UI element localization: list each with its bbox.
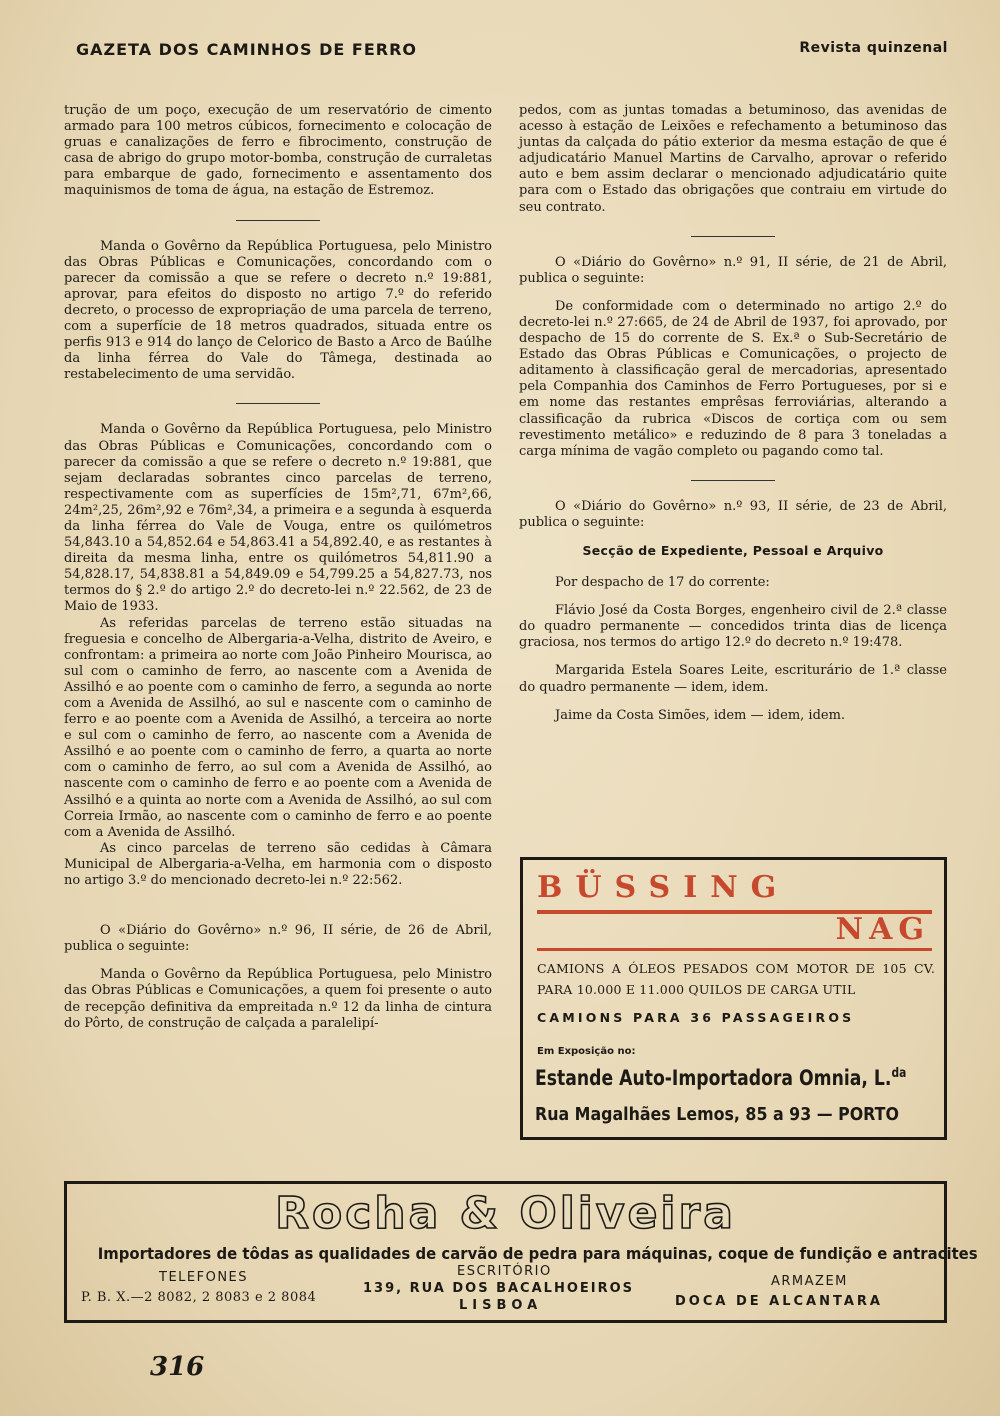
- spacer: [519, 591, 947, 603]
- paragraph: Manda o Govêrno da República Portuguesa, pelo Ministro das Obras Públicas e Comunicações, a quem foi presente o auto de recepção definitiva da empreitada n.º 12 da linha de cintura do Pôrto, de construção de calçada a paralelipí-: [64, 967, 492, 1031]
- paragraph: O «Diário do Govêrno» n.º 96, II série, de 26 de Abril, publica o seguinte:: [64, 923, 492, 955]
- office-city: LISBOA: [459, 1298, 543, 1313]
- paragraph: pedos, com as juntas tomadas a betuminoso, das avenidas de acesso à estação de Leixões e refechamento a betuminoso das juntas da calçada do pátio exterior da mesma estação de que é adjudicatário Manuel Martins de Carvalho, aprovar o referido auto e bem assim declarar o mencionado adjudicatário quite para com o Estado das obrigações que contraiu em virtude do seu contrato.: [519, 103, 947, 215]
- left-column: [64, 103, 492, 1032]
- paragraph: As referidas parcelas de terreno estão situadas na freguesia e concelho de Albergaria-a-Velha, distrito de Aveiro, e confrontam: a primeira ao norte com João Pinheiro Mourisca, ao sul com o caminho de ferro, ao nascente com a Avenida de Assilhó e ao poente com o caminho de ferro, a segunda ao norte com a Avenida de Assilhó, ao sul e nascente com o caminho de ferro e ao poente com a Avenida de Assilhó, a terceira ao norte e sul com o caminho de ferro, ao nascente com a Avenida de Assilhó e ao poente com o caminho de ferro, a quarta ao norte com o caminho de ferro, ao sul com a Avenida de Assilhó, ao nascente com o caminho de ferro e ao poente com a Avenida de Assilhó e a quinta ao norte com a Avenida de Assilhó, ao sul com Correia Irmão, ao nascente com o caminho de ferro e ao poente com a Avenida de Assilhó.: [64, 615, 492, 840]
- warehouse-location: DOCA DE ALCANTARA: [675, 1294, 883, 1309]
- paragraph: Manda o Govêrno da República Portuguesa, pelo Ministro das Obras Públicas e Comunicações, concordando com o parecer da comissão a que se refere o decreto n.º 19:881, que sejam declaradas sobrantes cinco parcelas de terreno, respectivamente com as superfícies de 15m²,71, 67m²,66, 24m²,25, 26m²,92 e 76m²,34, a primeira e a segunda à esquerda da linha férrea do Vale de Vouga, entre os quilómetros 54,843.10 a 54,852.64 e 54,863.41 a 54,892.40, e as restantes à direita da mesma linha, entre os quilómetros 54,811.90 a 54,828.17, 54,838.81 a 54,849.09 e 54,799.25 a 54,827.73, nos termos do § 2.º do artigo 2.º do decreto-lei n.º 22.562, de 23 de Maio de 1933.: [64, 422, 492, 615]
- office-address: 139, RUA DOS BACALHOEIROS: [363, 1281, 635, 1296]
- bussing-advertisement: [520, 857, 947, 1140]
- paragraph: O «Diário do Govêrno» n.º 91, II série, de 21 de Abril, publica o seguinte:: [519, 254, 947, 286]
- spacer: [64, 889, 492, 923]
- journal-title: GAZETA DOS CAMINHOS DE FERRO: [76, 40, 418, 59]
- paragraph: Manda o Govêrno da República Portuguesa, pelo Ministro das Obras Públicas e Comunicações, concordando com o parecer da comissão a que se refere o decreto n.º 19:881, aprovar, para efeitos do disposto no artigo 7.º do referido decreto, o processo de expropriação de uma parcela de terreno, com a superfície de 18 metros quadrados, situada entre os perfis 913 e 914 do lanço de Celorico de Basto a Arco de Baúlhe da linha férrea do Vale do Tâmega, destinada ao restabelecimento de uma servidão.: [64, 238, 492, 383]
- section-divider: [691, 236, 775, 237]
- ad-exhibition-label: Em Exposição no:: [537, 1046, 636, 1057]
- paragraph: De conformidade com o determinado no artigo 2.º do decreto-lei n.º 27:665, de 24 de Abril de 1937, foi aprovado, por despacho de 15 do corrente de S. Ex.ª o Sub-Secretário de Estado das Obras Públicas e Comunicações, o projecto de aditamento à classificação geral de mercadorias, apresentado pela Companhia dos Caminhos de Ferro Portugueses, por si e em nome das restantes emprêsas ferroviárias, alterando a classificação da rubrica «Discos de cortiça com ou sem revestimento metálico» e reduzindo de 8 para 3 toneladas a carga mínima de vagão completo ou pagando como tal.: [519, 298, 947, 459]
- office-label: ESCRITÓRIO: [457, 1264, 552, 1279]
- ad-address: Rua Magalhães Lemos, 85 a 93 — PORTO: [535, 1104, 899, 1125]
- spacer: [519, 287, 947, 299]
- brand-line1: BÜSSING: [537, 870, 790, 905]
- ad-passengers: CAMIONS PARA 36 PASSAGEIROS: [537, 1010, 855, 1025]
- right-column: [519, 103, 947, 724]
- section-divider: [236, 220, 320, 221]
- company-suffix: da: [891, 1066, 907, 1081]
- ad-company: [535, 1066, 906, 1090]
- ad-subtitle: Importadores de tôdas as qualidades de carvão de pedra para máquinas, coque de fundição e antracites: [97, 1244, 978, 1263]
- phones-label: TELEFONES: [159, 1270, 249, 1285]
- ad-description: CAMIONS A ÓLEOS PESADOS COM MOTOR DE 105 CV. PARA 10.000 E 11.000 QUILOS DE CARGA UTIL: [537, 961, 935, 997]
- paragraph: Margarida Estela Soares Leite, escriturário de 1.ª classe do quadro permanente — idem, idem.: [519, 663, 947, 695]
- page-number: 316: [150, 1352, 205, 1382]
- paragraph: trução de um poço, execução de um reservatório de cimento armado para 100 metros cúbicos, fornecimento e colocação de gruas e canalizações de ferro e fibrocimento, construção de casa de abrigo do grupo motor-bomba, construção de curraletas para embarque de gado, fornecimento e assentamento dos maquinismos de toma de água, na estação de Estremoz.: [64, 103, 492, 199]
- phones-value: P. B. X.—2 8082, 2 8083 e 2 8084: [81, 1290, 317, 1305]
- spacer: [519, 651, 947, 663]
- journal-periodicity: Revista quinzenal: [799, 40, 948, 56]
- paragraph: Flávio José da Costa Borges, engenheiro civil de 2.ª classe do quadro permanente — concedidos trinta dias de licença graciosa, nos termos do artigo 12.º do decreto n.º 19:478.: [519, 603, 947, 651]
- paragraph: As cinco parcelas de terreno são cedidas à Câmara Municipal de Albergaria-a-Velha, em harmonia com o disposto no artigo 3.º do mencionado decreto-lei n.º 22:562.: [64, 840, 492, 889]
- section-heading: Secção de Expediente, Pessoal e Arquivo: [582, 542, 884, 558]
- paragraph: Por despacho de 17 do corrente:: [555, 575, 770, 591]
- paragraph: O «Diário do Govêrno» n.º 93, II série, de 23 de Abril, publica o seguinte:: [519, 498, 947, 530]
- spacer: [519, 696, 947, 708]
- spacer: [64, 955, 492, 967]
- section-divider: [691, 480, 775, 481]
- section-divider: [236, 403, 320, 404]
- paragraph: Jaime da Costa Simões, idem — idem, idem.: [555, 707, 846, 723]
- company-name: Estande Auto-Importadora Omnia, L.: [535, 1066, 892, 1090]
- ad-title: Rocha & Oliveira: [275, 1188, 736, 1239]
- brand-line2: NAG: [835, 912, 930, 947]
- warehouse-label: ARMAZEM: [771, 1274, 848, 1289]
- rocha-advertisement: [64, 1181, 978, 1323]
- brand-underline: [537, 948, 932, 951]
